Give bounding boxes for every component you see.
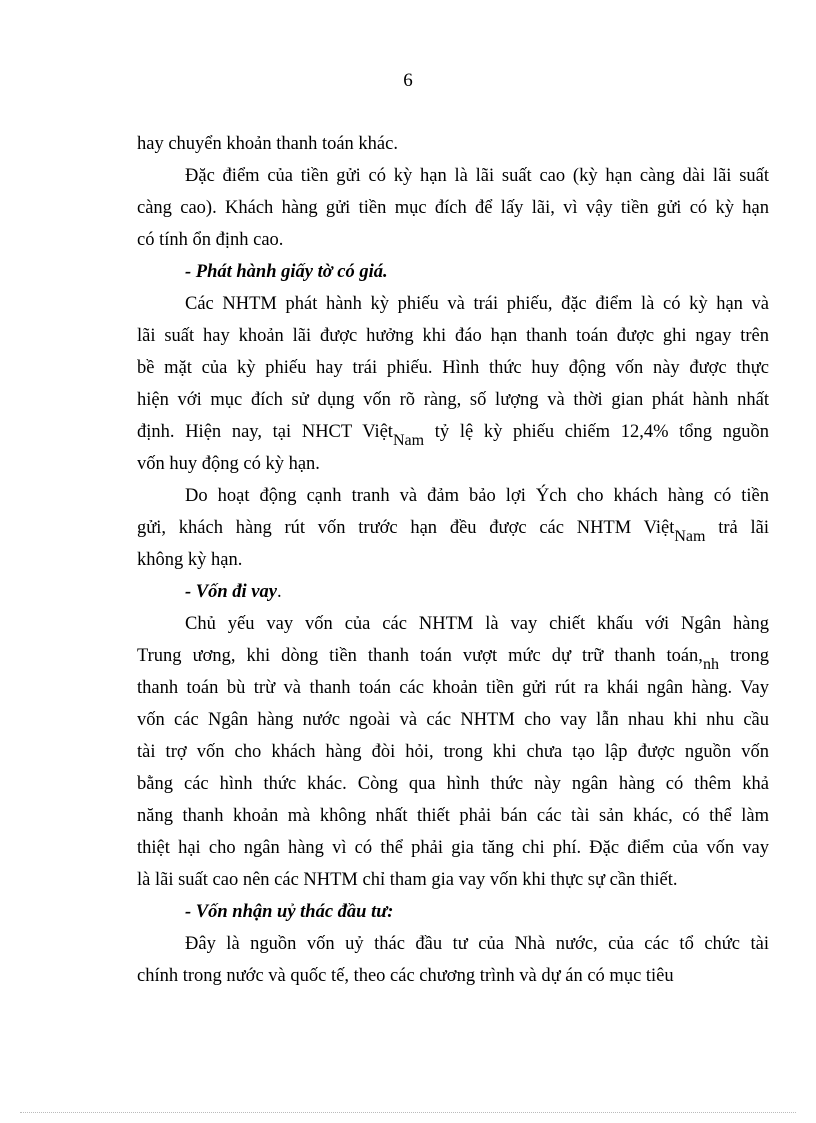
text-line: có tính ổn định cao. xyxy=(137,230,284,250)
text-line: hay chuyển khoản thanh toán khác. xyxy=(137,134,398,154)
text-line: tài trợ vốn cho khách hàng đòi hỏi, trong khi chưa tạo lập được nguồn vốn xyxy=(137,742,769,762)
page-bottom-rule xyxy=(20,1112,796,1113)
text-line: là lãi suất cao nên các NHTM chỉ tham gia vay vốn khi thực sự cần thiết. xyxy=(137,870,678,890)
text-line: thiệt hại cho ngân hàng vì có thể phải gia tăng chi phí. Đặc điểm của vốn vay xyxy=(137,838,769,858)
text-line: gửi, khách hàng rút vốn trước hạn đều được các NHTM ViệtNam trả lãi xyxy=(137,518,769,545)
text-line: lãi suất hay khoản lãi được hưởng khi đáo hạn thanh toán được ghi ngay trên xyxy=(137,326,769,346)
text-line: thanh toán bù trừ và thanh toán các khoản tiền gửi rút ra khái ngân hàng. Vay xyxy=(137,678,769,698)
text-line: - Phát hành giấy tờ có giá. xyxy=(185,262,388,282)
text-line: định. Hiện nay, tại NHCT ViệtNam tỷ lệ kỳ phiếu chiếm 12,4% tổng nguồn xyxy=(137,422,769,449)
text-line: hiện với mục đích sử dụng vốn rõ ràng, số lượng và thời gian phát hành nhất xyxy=(137,390,769,410)
text-line: Đặc điểm của tiền gửi có kỳ hạn là lãi suất cao (kỳ hạn càng dài lãi suất xyxy=(185,166,769,186)
subscript-fragment: Nam xyxy=(674,528,706,545)
text-line: Chủ yếu vay vốn của các NHTM là vay chiết khấu với Ngân hàng xyxy=(185,614,769,634)
text-line: Các NHTM phát hành kỳ phiếu và trái phiếu, đặc điểm là có kỳ hạn và xyxy=(185,294,769,314)
subscript-fragment: nh xyxy=(702,656,719,673)
page-number: 6 xyxy=(403,70,413,91)
text-line: không kỳ hạn. xyxy=(137,550,243,570)
document-body xyxy=(137,128,769,992)
text-line: chính trong nước và quốc tế, theo các chương trình và dự án có mục tiêu xyxy=(137,966,674,986)
text-line: Trung ương, khi dòng tiền thanh toán vượt mức dự trữ thanh toán,nh trong xyxy=(137,646,769,673)
text-line: Đây là nguồn vốn uỷ thác đầu tư của Nhà nước, của các tổ chức tài xyxy=(185,934,769,954)
text-line: vốn các Ngân hàng nước ngoài và các NHTM cho vay lẫn nhau khi nhu cầu xyxy=(137,710,769,730)
subscript-fragment: Nam xyxy=(392,432,425,449)
text-line: bằng các hình thức khác. Còng qua hình thức này ngân hàng có thêm khả xyxy=(137,774,769,794)
text-line: năng thanh khoản mà không nhất thiết phải bán các tài sản khác, có thể làm xyxy=(137,806,769,826)
text-line: càng cao). Khách hàng gửi tiền mục đích để lấy lãi, vì vậy tiền gửi có kỳ hạn xyxy=(137,198,769,218)
text-line: - Vốn đi vay. xyxy=(185,582,282,602)
text-line: vốn huy động có kỳ hạn. xyxy=(137,454,320,474)
text-line: Do hoạt động cạnh tranh và đảm bảo lợi Ých cho khách hàng có tiền xyxy=(185,486,769,506)
text-line: bề mặt của kỳ phiếu hay trái phiếu. Hình thức huy động vốn này được thực xyxy=(137,358,769,378)
text-line: - Vốn nhận uỷ thác đầu tư: xyxy=(185,902,394,922)
